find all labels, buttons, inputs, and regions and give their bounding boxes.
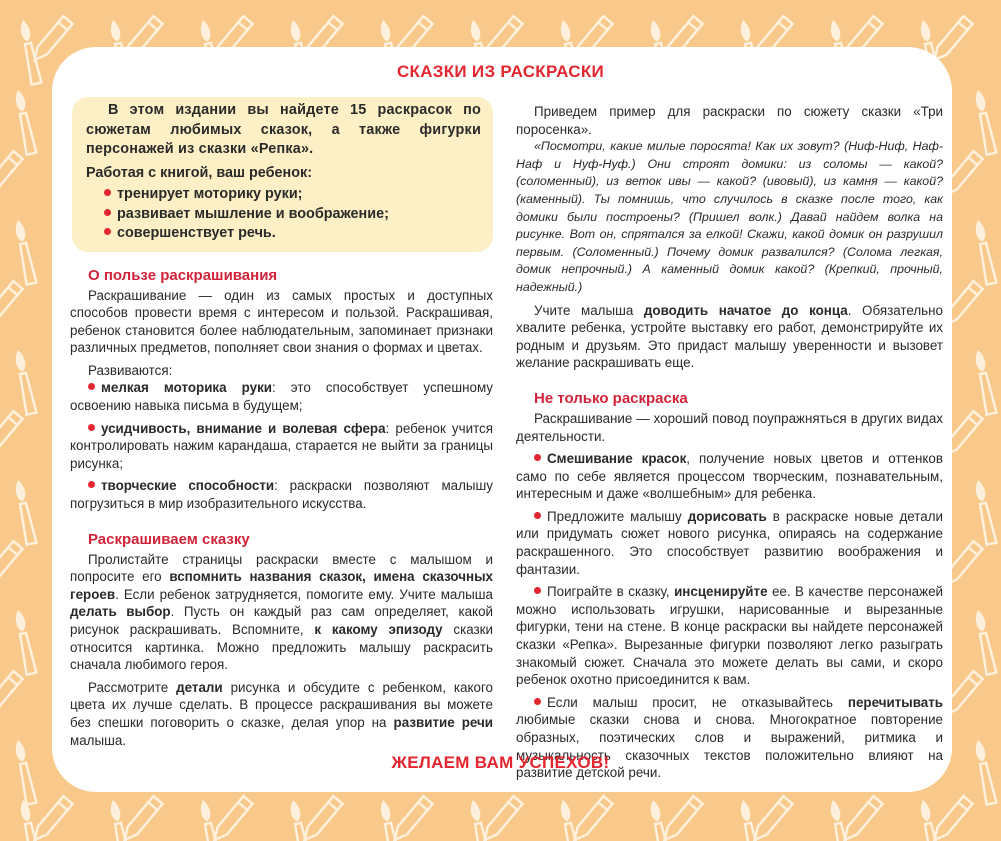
bullet-icon (104, 189, 111, 196)
bullet-icon (88, 481, 95, 488)
bullet-paragraph (70, 379, 493, 414)
paintbrush-icon (13, 89, 36, 155)
text-run: О пользе раскрашивания (88, 266, 278, 284)
text-run: . Пусть он каждый раз сам определяет, какой рисунок раскрашивать. Вспомните, (70, 604, 493, 637)
text-run: ее. В качестве персонажей можно использовать игрушки, нарисованные и вырезанные фигурки, тени на стене. В конце раскраски вы найдете персонажей сказки «Репка». Вырезанные фигурки позволяют легко разыграть знакомый сюжет. Сначала это можете делать вы сами, и скоро ребенок охотно присоединится к вам. (516, 584, 943, 688)
bullet-paragraph (516, 583, 943, 689)
paragraph (70, 679, 493, 749)
text-run: Если малыш просит, не отказывайтесь (547, 694, 848, 710)
paragraph (516, 103, 943, 138)
pencil-icon (930, 796, 973, 841)
paintbrush-icon (973, 479, 996, 545)
text-run: Предложите малышу (547, 508, 688, 524)
text-run: Поиграйте в сказку, (547, 584, 675, 600)
emphasis-text: дорисовать (687, 508, 767, 524)
pencil-icon (120, 796, 163, 841)
closing-wish: ЖЕЛАЕМ ВАМ УСПЕХОВ! (391, 753, 610, 772)
pencil-icon (480, 796, 523, 841)
paragraph (70, 551, 493, 674)
pencil-icon (390, 796, 433, 841)
pencil-icon (0, 541, 23, 589)
paintbrush-icon (378, 799, 401, 841)
intro-item-text: тренирует моторику руки; (117, 186, 303, 202)
text-run: Приведем пример для раскраски по сюжету сказки «Три поросенка». (516, 104, 943, 137)
text-run: Развиваются: (88, 362, 173, 378)
text-run: любимые сказки снова и снова. Многократное повторение образных, поэтических слов и выражений, ритмика и музыкальность сказочных текстов положительно влияют на развитие детской речи. (516, 712, 943, 781)
paintbrush-icon (13, 349, 36, 415)
pencil-icon (30, 16, 73, 64)
emphasis-text: Смешивание красок (547, 451, 687, 467)
text-run: рисунка и обсудите с ребенком, какого цвета их лучше сделать. В процессе раскрашивания вы можете без спешки поговорить о сказке, делая упор на (70, 679, 493, 730)
bullet-icon (534, 454, 541, 461)
emphasis-text: делать выбор (70, 604, 171, 620)
pencil-icon (660, 796, 703, 841)
text-run: : раскраски позволяют малышу погрузиться в мир изобразительного искусства. (70, 478, 493, 512)
emphasis-text: перечитывать (847, 694, 943, 710)
paintbrush-icon (973, 219, 996, 285)
pencil-icon (210, 796, 253, 841)
paintbrush-icon (738, 799, 761, 841)
paintbrush-icon (108, 799, 131, 841)
text-run: Раскрашивание — хороший повод поупражняться в других видах деятельности. (516, 410, 943, 444)
text-run: . Обязательно хвалите ребенка, устройте выставку его работ, демонстрируйте их родным и друзьям. Это придаст малышу уверенности и вызовет желание раскрашивать еще. (516, 302, 943, 371)
intro-item-text: совершенствует речь. (117, 225, 276, 241)
emphasis-text: мелкая моторика руки (101, 380, 273, 396)
text-run: , получение новых цветов и оттенков само по себе является процессом творческим, познавательным, интересным и даже «волшебным» для ребенка. (516, 451, 943, 502)
pencil-icon (840, 796, 883, 841)
text-run: : ребенок учится контролировать нажим карандаша, старается не выйти за границы рисунка; (70, 420, 494, 471)
paragraph (516, 138, 943, 296)
emphasis-text: творческие способности (101, 478, 275, 494)
paintbrush-icon (18, 799, 41, 841)
pencil-icon (750, 796, 793, 841)
paintbrush-icon (973, 349, 996, 415)
pencil-icon (0, 281, 23, 329)
pencil-icon (570, 796, 613, 841)
emphasis-text: развитие речи (393, 714, 493, 730)
paragraph (70, 287, 493, 357)
paintbrush-icon (288, 799, 311, 841)
right-column (516, 103, 943, 787)
bullet-paragraph (70, 477, 493, 512)
paintbrush-icon (13, 479, 36, 545)
text-run: . Если ребенок затрудняется, помогите ему. Учите малыша (115, 586, 493, 602)
pencil-icon (0, 671, 23, 719)
left-body (70, 266, 493, 750)
bullet-icon (104, 209, 111, 216)
emphasis-text: детали (176, 679, 223, 695)
section-heading (534, 389, 943, 408)
text-run: малыша. (70, 732, 127, 748)
bullet-icon (104, 228, 111, 235)
section-heading (88, 530, 493, 549)
text-run: Раскрашивание — один из самых простых и доступных способов провести время с интересом и пользой. Раскрашивая, ребенок становится более наблюдательным, запоминает признаки различных предметов, пополняет свои знания о формах и цветах. (70, 287, 493, 356)
bullet-icon (534, 587, 541, 594)
intro-list (86, 185, 481, 244)
pencil-icon (0, 151, 23, 199)
bullet-icon (88, 383, 95, 390)
emphasis-text: усидчивость, внимание и волевая сфера (101, 420, 386, 436)
emphasis-text: доводить начатое до конца (643, 302, 848, 318)
paintbrush-icon (558, 799, 581, 841)
section-heading (88, 266, 493, 285)
spacer (70, 518, 493, 530)
text-run: Не только раскраска (534, 389, 688, 407)
text-run: Раскрашиваем сказку (88, 530, 250, 548)
paintbrush-icon (198, 799, 221, 841)
paintbrush-icon (468, 799, 491, 841)
paintbrush-icon (13, 219, 36, 285)
paintbrush-icon (648, 799, 671, 841)
text-run: Учите малыша (534, 302, 644, 318)
left-column (70, 97, 493, 754)
intro-list-item (104, 185, 481, 205)
bullet-icon (534, 698, 541, 705)
intro-lead: В этом издании вы найдете 15 раскрасок по сюжетам любимых сказок, а также фигурки персонажей из сказки «Репка». (86, 102, 481, 157)
spacer (516, 377, 943, 389)
text-run: сказки относится картинка. Можно предложить малышу раскрасить сначала любимого героя. (70, 622, 493, 673)
text-run: Рассмотрите (88, 679, 177, 695)
text-run: «Посмотри, какие милые поросята! Как их зовут? (Ниф-Ниф, Наф-Наф и Нуф-Нуф.) Они строят домики: из соломы — какой? (соломенный), из веток ивы — какой? (ивовый), из камня — какой? (каменный). Ты помнишь, что случилось в сказке после того, как домики были построены? (Пришел волк.) Давай найдем волка на рисунке. Вот он, спрятался за елкой! Скажи, какой домик он разрушил первым. (Соломенный.) Почему домик развалился? (Солома легкая, домик непрочный.) А каменный домик какой? (Крепкий, прочный, надежный.) (516, 139, 943, 294)
text-run: Пролистайте страницы раскраски вместе с малышом и попросите его (70, 551, 493, 585)
intro-box (72, 97, 493, 252)
intro-list-item (104, 205, 481, 225)
right-body (516, 103, 943, 782)
paragraph (516, 302, 943, 372)
bullet-paragraph (70, 420, 493, 473)
page-title: СКАЗКИ ИЗ РАСКРАСКИ (396, 62, 605, 81)
bullet-paragraph (516, 450, 943, 503)
bullet-icon (534, 512, 541, 519)
paintbrush-icon (918, 799, 941, 841)
text-run: : это способствует успешному освоению навыка письма в будущем; (70, 380, 494, 414)
paintbrush-icon (828, 799, 851, 841)
pencil-icon (300, 796, 343, 841)
text-run: в раскраске новые детали или придумать сюжет нового рисунка, опираясь на содержание раскрашенного. Это способствует развитию воображения и фантазии. (516, 508, 943, 577)
paintbrush-icon (973, 89, 996, 155)
intro-list-item (104, 224, 481, 244)
intro-subheading: Работая с книгой, ваш ребенок: (86, 164, 312, 181)
emphasis-text: инсценируйте (674, 584, 768, 600)
paintbrush-icon (13, 609, 36, 675)
bullet-paragraph (516, 508, 943, 578)
intro-item-text: развивает мышление и воображение; (117, 205, 389, 222)
paragraph (516, 410, 943, 445)
paintbrush-icon (973, 609, 996, 675)
paragraph (70, 362, 493, 380)
pencil-icon (0, 411, 23, 459)
bullet-icon (88, 424, 95, 431)
emphasis-text: вспомнить названия сказок, имена сказочных героев (70, 569, 493, 602)
emphasis-text: к какому эпизоду (314, 622, 443, 637)
